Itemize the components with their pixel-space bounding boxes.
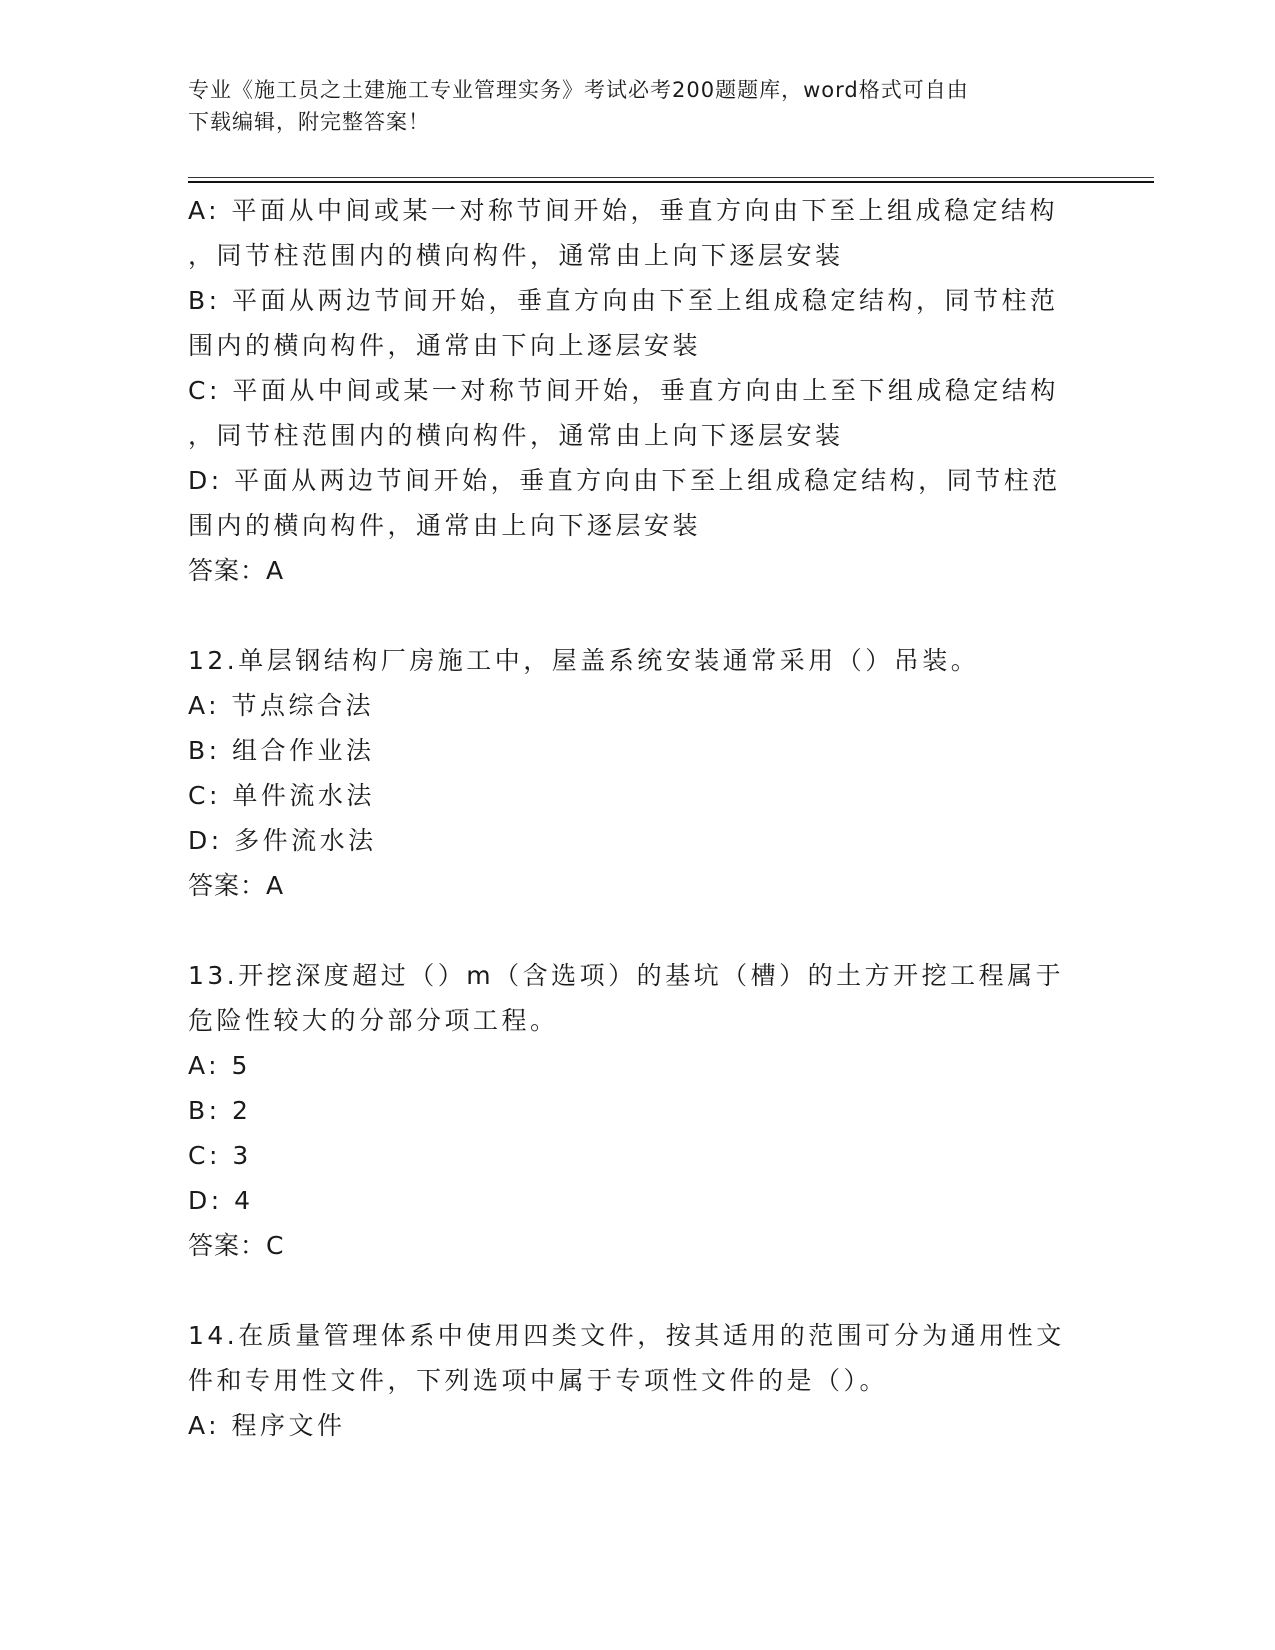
option-b-line-1: B: 平面从两边节间开始，垂直方向由下至上组成稳定结构，同节柱范 <box>188 286 1059 315</box>
spacer <box>188 908 1088 953</box>
question-text-line-2: 件和专用性文件，下列选项中属于专项性文件的是（）。 <box>188 1366 889 1395</box>
option-c: C: 3 <box>188 1141 252 1170</box>
option-c-line-1: C: 平面从中间或某一对称节间开始，垂直方向由上至下组成稳定结构 <box>188 376 1059 405</box>
document-header <box>188 74 1068 138</box>
question-13-block <box>188 953 1088 1268</box>
option-a-line-2: ，同节柱范围内的横向构件，通常由上向下逐层安装 <box>188 241 844 270</box>
option-c-line-2: ，同节柱范围内的横向构件，通常由上向下逐层安装 <box>188 421 844 450</box>
answer-line: 答案：C <box>188 1231 285 1260</box>
option-a-line-1: A: 平面从中间或某一对称节间开始，垂直方向由下至上组成稳定结构 <box>188 196 1059 225</box>
option-d: D: 多件流水法 <box>188 826 377 855</box>
answer-line: 答案：A <box>188 556 285 585</box>
option-a: A: 程序文件 <box>188 1411 346 1440</box>
question-text: 12.单层钢结构厂房施工中，屋盖系统安装通常采用（）吊装。 <box>188 646 980 675</box>
header-divider-thick <box>188 181 1154 183</box>
option-a: A: 5 <box>188 1051 251 1080</box>
question-text-line-2: 危险性较大的分部分项工程。 <box>188 1006 559 1035</box>
header-line-2: 下载编辑，附完整答案！ <box>188 110 430 134</box>
option-d-line-1: D: 平面从两边节间开始，垂直方向由下至上组成稳定结构，同节柱范 <box>188 466 1061 495</box>
spacer <box>188 1268 1088 1313</box>
header-divider-thin <box>188 177 1154 178</box>
option-d-line-2: 围内的横向构件，通常由上向下逐层安装 <box>188 511 702 540</box>
option-b: B: 组合作业法 <box>188 736 375 765</box>
option-a: A: 节点综合法 <box>188 691 375 720</box>
question-12-block <box>188 638 1088 908</box>
option-b: B: 2 <box>188 1096 252 1125</box>
question-text-line-1: 13.开挖深度超过（）m（含选项）的基坑（槽）的土方开挖工程属于 <box>188 961 1065 990</box>
header-line-1: 专业《施工员之土建施工专业管理实务》考试必考200题题库，word格式可自由 <box>188 78 969 102</box>
question-11-block <box>188 188 1088 593</box>
option-d: D: 4 <box>188 1186 254 1215</box>
option-b-line-2: 围内的横向构件，通常由下向上逐层安装 <box>188 331 702 360</box>
spacer <box>188 593 1088 638</box>
answer-line: 答案：A <box>188 871 285 900</box>
question-text-line-1: 14.在质量管理体系中使用四类文件，按其适用的范围可分为通用性文 <box>188 1321 1065 1350</box>
question-list <box>188 188 1088 1448</box>
question-14-block <box>188 1313 1088 1448</box>
option-c: C: 单件流水法 <box>188 781 375 810</box>
